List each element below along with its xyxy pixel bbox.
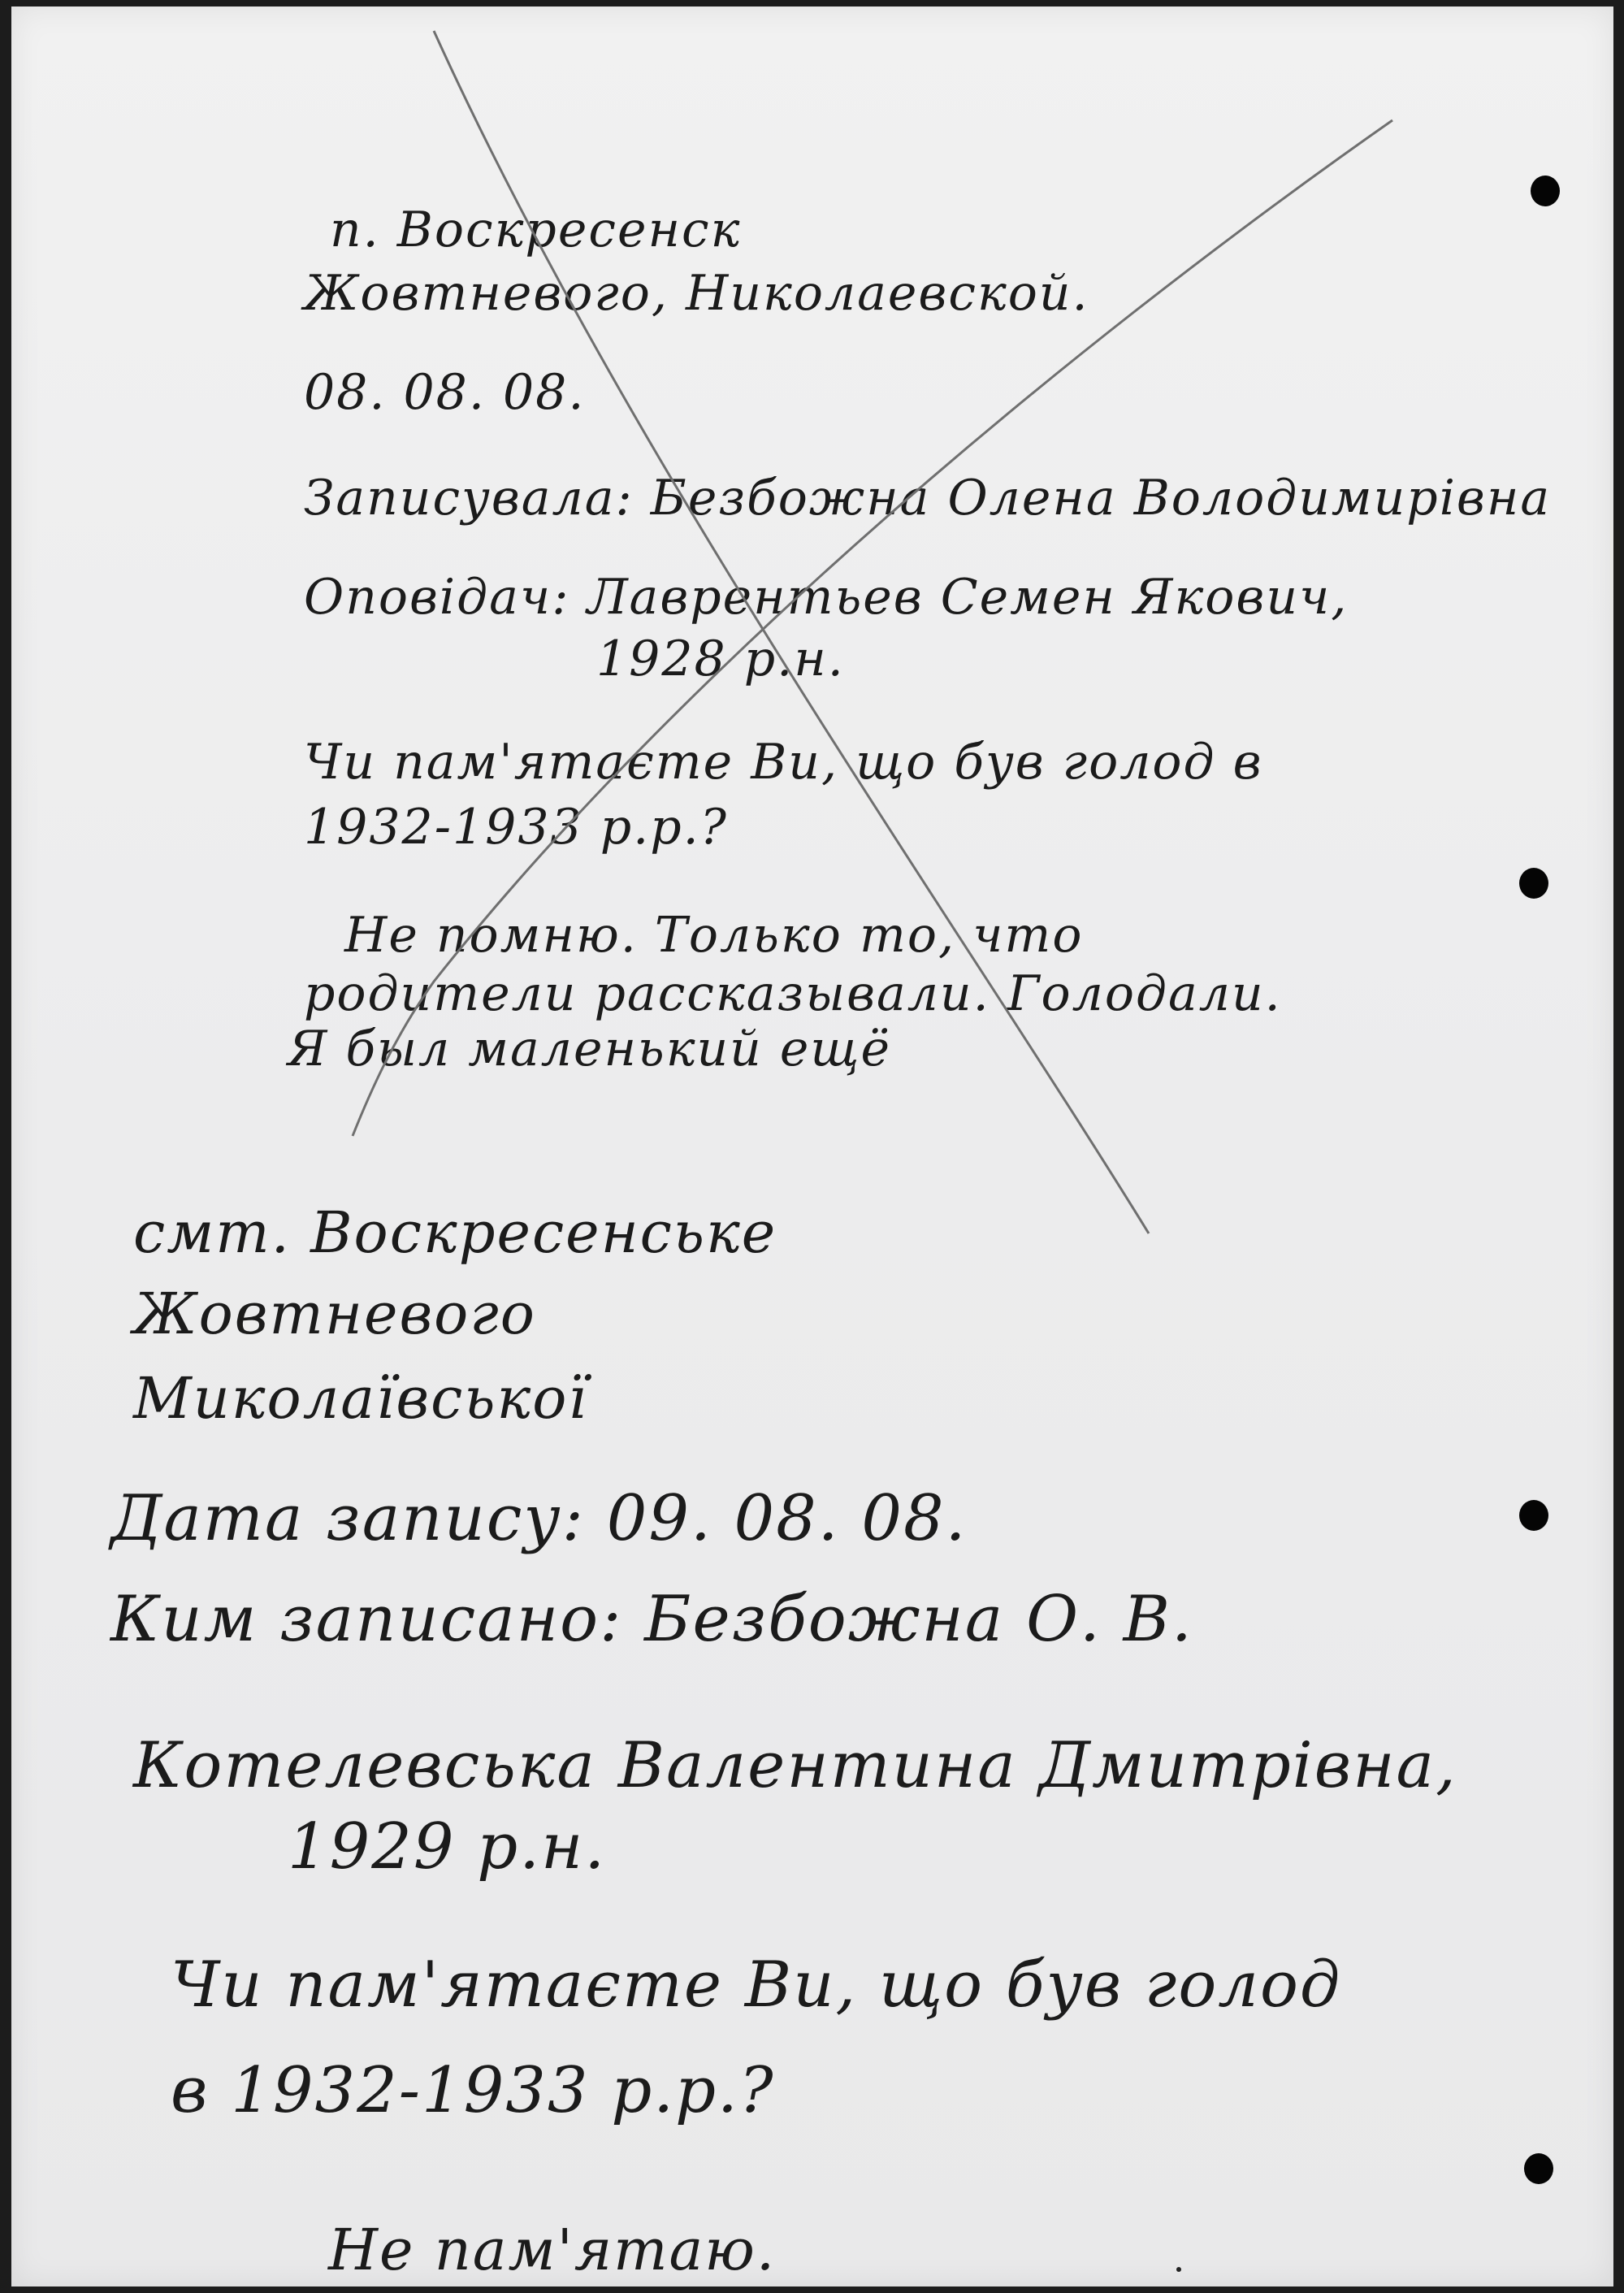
pencil-cross-out-mark (11, 7, 1613, 2286)
question-line: в 1932-1933 р.р.? (171, 2054, 775, 2127)
narrator-name: Оповідач: Лаврентьев Семен Якович, (304, 569, 1349, 626)
question-line: Чи пам'ятаєте Ви, що був голод в (304, 734, 1263, 791)
document-page (11, 7, 1613, 2286)
place-line: Жовтневого, Николаевской. (304, 265, 1089, 322)
place-line: Жовтневого (133, 1281, 536, 1347)
question-line: 1932-1933 р.р.? (304, 799, 728, 856)
record-date: Дата запису: 09. 08. 08. (110, 1482, 968, 1555)
ink-dot (1176, 2267, 1181, 2272)
place-line: Миколаївської (133, 1365, 588, 1432)
answer-line: Я был маленький ещё (288, 1021, 891, 1077)
question-line: Чи пам'ятаєте Ви, що був голод (171, 1948, 1342, 2022)
pencil-stroke (353, 120, 1392, 1136)
place-line: п. Воскресенск (330, 202, 742, 258)
narrator-birth: 1929 р.н. (288, 1810, 607, 1883)
narrator-birth: 1928 р.н. (596, 631, 845, 687)
answer-line: Не помню. Только то, что (344, 907, 1084, 964)
recorded-by: Ким записано: Безбожна О. В. (110, 1583, 1193, 1656)
pencil-stroke (434, 31, 1149, 1233)
place-line: смт. Воскресенське (133, 1199, 777, 1266)
narrator-name: Котелевська Валентина Дмитрівна, (133, 1729, 1457, 1802)
answer-line: родители рассказывали. Голодали. (304, 965, 1282, 1022)
answer-line: Не пам'ятаю. (328, 2217, 777, 2283)
interviewer: Записувала: Безбожна Олена Володимирівна (304, 470, 1552, 527)
record-date: 08. 08. 08. (304, 364, 586, 421)
